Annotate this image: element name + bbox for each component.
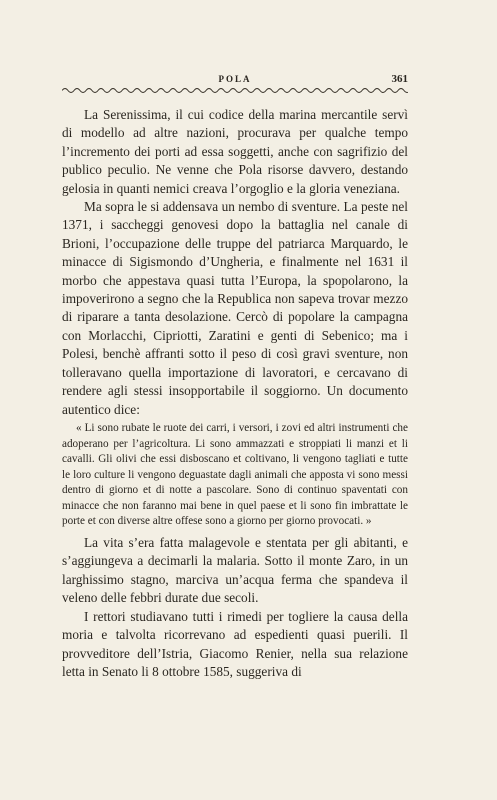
paragraph: I rettori studiavano tutti i rimedi per togliere la causa della moria e talvolta ricorrevano ad espedienti quasi puerili. Il provveditore dell’Istria, Giacomo Renier, nella sua relazione letta in Senato li 8 ottobre 1585, suggeriva di [62,608,408,679]
quote-text: « Li sono rubate le ruote dei carri, i versori, i zovi ed altri instrumenti che adoperano per l’agricoltura. Li sono ammazzati e stroppiati li manzi et li cavalli. Gli olivi che essi disboscano et coltivano, li vengono tagliati e tutte le loro culture li vengono deguastate dagli animali che apposta vi sono messi dentro di giorno et di notte a pascolare. Sono di continuo spaventati con minacce che non faranno mai bene in quel paese et li sono fin imbrattate le porte et con diverse altre offese sono a giorno per giorno provocati. » [62,421,408,528]
body-text [62,106,408,681]
running-title: POLA [218,74,252,84]
decorative-wavy-rule [62,87,408,94]
paragraph: Ma sopra le si addensava un nembo di sventure. La peste nel 1371, i saccheggi genovesi dopo la battaglia nel canale di Brioni, l’occupazione delle truppe del patriarca Marquardo, le minacce di Sigismondo d’Ungheria, e finalmente nel 1631 il morbo che appestava quasi tutta l’Europa, la spopolarono, la impoverirono a segno che la Republica non sapeva trovar mezzo di riparare a tanta desolazione. Cercò di popolare la campagna con Morlacchi, Cipriotti, Zaratini e genti di Sebenico; ma i Polesi, benchè affranti sotto il peso di così gravi sventure, non tolleravano quella importazione di lavoratori, e cercavano di rendere agli stessi insopportabile il soggiorno. Un documento autentico dice: [62,199,408,417]
page-number: 361 [391,73,408,85]
paragraph: La vita s’era fatta malagevole e stentata per gli abitanti, e s’aggiungeva a decimarli la malaria. Sotto il monte Zaro, in un larghissimo stagno, marciva un’acqua ferma che spandeva il veleno delle febbri durate due secoli. [62,535,408,606]
paragraph: La Serenissima, il cui codice della marina mercantile servì di modello ad altre nazioni, procurava per qualche tempo l’incremento dei porti ad essa soggetti, anche con sagrifizio del publico peculio. Ne venne che Pola risorse davvero, destando gelosia in quanti nemici creava l’orgoglio e la gloria veneziana. [62,107,408,196]
block-quote [62,421,408,530]
